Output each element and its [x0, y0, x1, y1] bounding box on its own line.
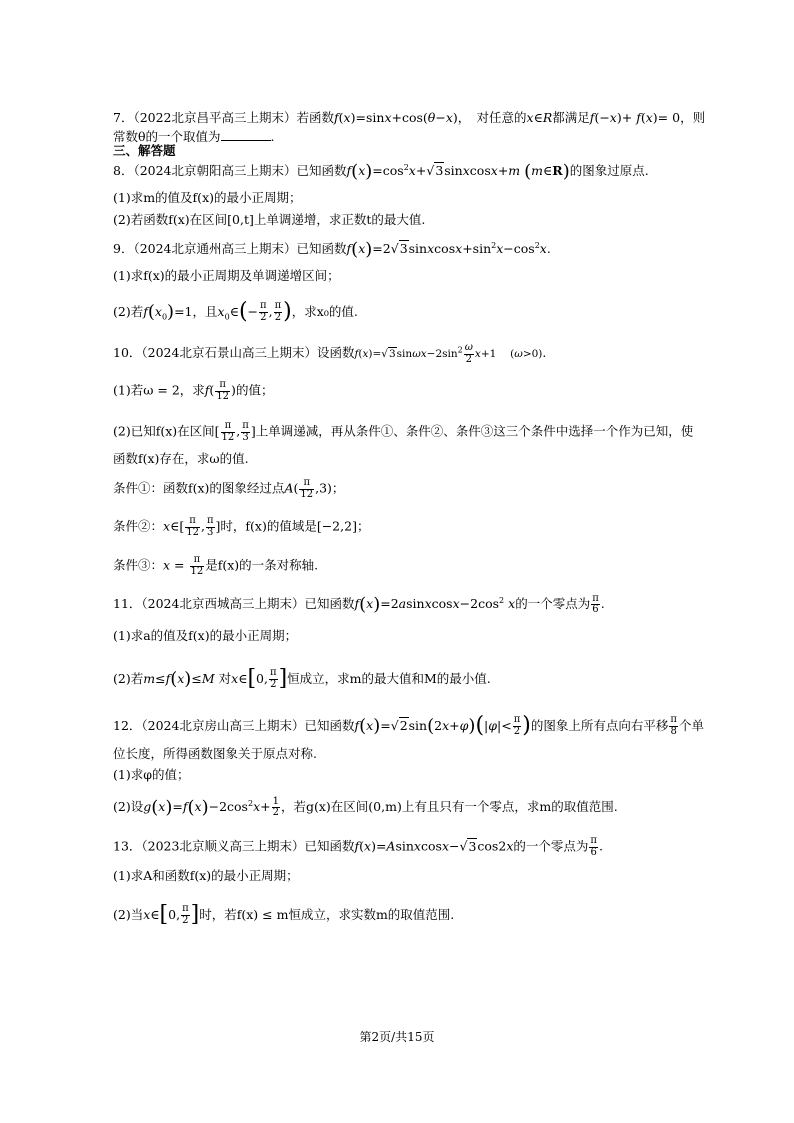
- q13-part1: (1)求A和函数f(x)的最小正周期；: [113, 868, 299, 883]
- q11-stem: 11．（2024北京西城高三上期末）已知函数$f(x)=2asinxcosx-2\cos^2$ x的一个零点为 $\frac{\pi}{6}$ .: [113, 592, 605, 616]
- answer-blank: [221, 128, 271, 141]
- q10-part2: (2)已知f(x)在区间[ $\frac{\pi}{12}$ , $\frac{\pi}{3}$ ]上单调递减，再从条件①、条件②、条件③这三个条件中选择一个作为已知，使: [113, 420, 694, 443]
- q7-formula: f: [334, 110, 339, 125]
- q10-part2-line2: 函数f(x)存在，求ω的值.: [113, 451, 249, 466]
- q13-part2: (2)当x∈[0, $\frac{\pi}{2}$ ]时，若f(x) ≤ m恒成立，求实数m的取值范围.: [113, 902, 455, 927]
- q12-part2: (2)设$g(x)=f(x)-2\cos^2x+$ $\frac{1}{2}$ ，若g(x)在区间(0,m)上有且只有一个零点，求m的取值范围.: [113, 795, 618, 819]
- q12-line2: 位长度，所得函数图象关于原点对称.: [113, 746, 317, 761]
- q10-condition3: 条件③：x = $\frac{\pi}{12}$ 是f(x)的一条对称轴.: [113, 554, 319, 577]
- q13-stem: 13．（2023北京顺义高三上期末）已知函数f(x)=Asinxcosx−√3cos2x的一个零点为 $\frac{\pi}{6}$ .: [113, 835, 603, 858]
- q8-stem: 8．（2024北京朝阳高三上期末）已知函数$f(x)=\cos^2x+√3sinxcosx+m$ (m∈R)的图象过原点.: [113, 161, 649, 182]
- q7-line1: 7．（2022北京昌平高三上期末）若函数f(x)=sinx+cos(θ−x)， 对任意的x∈R都满足f(−x)+ f(x)= 0，则: [113, 110, 706, 125]
- q11-part1: (1)求a的值及f(x)的最小正周期；: [113, 628, 298, 643]
- q10-condition1: 条件①：函数f(x)的图象经过点A( $\frac{\pi}{12}$ ,3)；: [113, 477, 345, 500]
- q10-stem: 10．（2024北京石景山高三上期末）设函数$f(x)=√3\sin\omega x-2\sin^2$ $\frac{\omega}{2}$ x+1 (ω>0).: [113, 342, 547, 365]
- q8-part1: (1)求m的值及f(x)的最小正周期；: [113, 190, 302, 205]
- q8-part2: (2)若函数f(x)在区间[0,t]上单调递增，求正数t的最大值.: [113, 212, 426, 227]
- q9-part2: (2)若$f(x_0)=1$，且$x_0\in(-$ $\frac{\pi}{2}$ , $\frac{\pi}{2}$ )，求x₀的值.: [113, 299, 358, 324]
- q10-part1: (1)若ω = 2，求f( $\frac{\pi}{12}$ )的值；: [113, 379, 274, 402]
- q12-stem: 12．（2024北京房山高三上期末）已知函数f(x)=√2sin(2x+φ)(|φ|< $\frac{\pi}{2}$ )的图象上所有点向右平移 $\frac{\pi}{8}$ 个单: [113, 713, 704, 738]
- q10-condition2: 条件②：x∈[ $\frac{\pi}{12}$ , $\frac{\pi}{3}$ ]时，f(x)的值域是[−2,2]；: [113, 515, 370, 538]
- q11-part2: (2)若m≤f(x)≤M 对x∈[0, $\frac{\pi}{2}$ ]恒成立，求m的最大值和M的最小值.: [113, 666, 491, 691]
- q7-line2: 常数θ的一个取值为 .: [113, 129, 275, 144]
- section-heading: 三、解答题: [113, 143, 176, 158]
- page-footer: 第2页/共15页: [359, 1030, 435, 1044]
- q12-part1: (1)求φ的值；: [113, 767, 190, 782]
- q9-stem: 9．（2024北京通州高三上期末）已知函数$f(x)=2√3sinxcosx+\sin^2x-\cos^2x$.: [113, 239, 551, 260]
- q9-part1: (1)求f(x)的最小正周期及单调递增区间；: [113, 268, 340, 283]
